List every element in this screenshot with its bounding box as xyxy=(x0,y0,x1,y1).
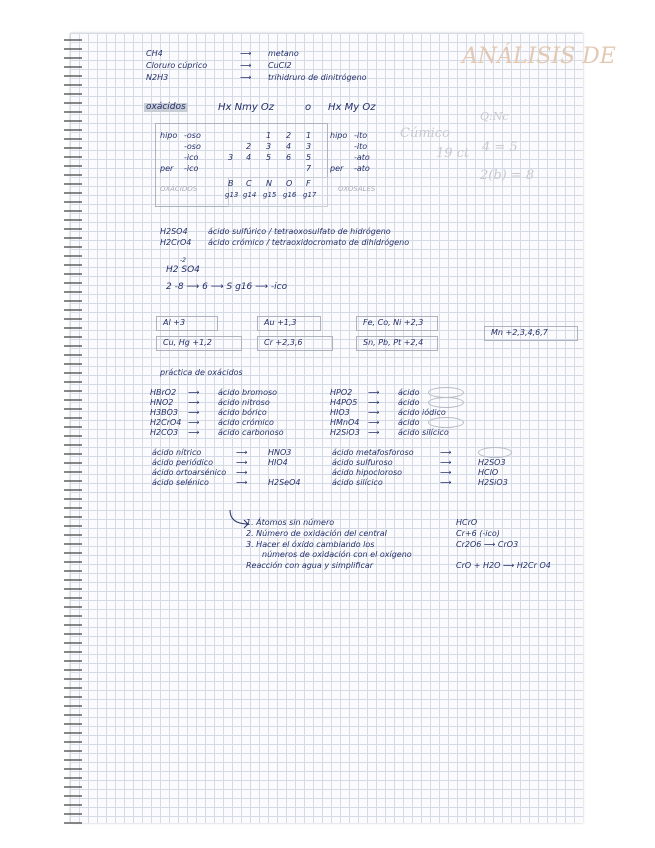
bleed-title: ANÁLISIS DE xyxy=(462,44,616,69)
oxidation-number: 7 xyxy=(306,164,312,173)
nomenclature-formula: N2H3 xyxy=(146,73,169,82)
practice-name: ácido iódico xyxy=(398,408,446,417)
practice-formula: H2CO3 xyxy=(150,428,179,437)
element-symbol: F xyxy=(306,179,311,188)
acid-name: ácido sulfuroso xyxy=(332,458,393,467)
acid-formula: HIO4 xyxy=(268,458,288,467)
table-suffix: -oso xyxy=(184,131,201,140)
group-label: g15 xyxy=(263,191,277,199)
oxidation-box: Al +3 xyxy=(156,316,218,331)
arrow-icon: ⟶ xyxy=(236,448,248,457)
arrow-icon: ⟶ xyxy=(368,398,380,407)
practice-formula: H2SiO3 xyxy=(330,428,360,437)
oxidation-number: 2 xyxy=(246,142,252,151)
practice-name: ácido carbonoso xyxy=(218,428,284,437)
table-suffix: -ito xyxy=(354,142,368,151)
charge-label: -2 xyxy=(180,257,186,264)
acid-name: ácido metafosforoso xyxy=(332,448,414,457)
nomenclature-name: CuCl2 xyxy=(268,61,292,70)
arrow-icon: ⟶ xyxy=(240,49,252,58)
acid-name: ácido ortoarsénico xyxy=(152,468,227,477)
acid-formula: H2SO4 xyxy=(160,227,188,236)
acid-name: ácido hipocloroso xyxy=(332,468,403,477)
connector: o xyxy=(305,102,312,113)
bleed-text-d: 19 ct xyxy=(436,146,470,161)
bleed-text-a: Q:Nc xyxy=(480,110,509,123)
practice-formula: HBrO2 xyxy=(150,388,177,397)
practice-name: ácido nitroso xyxy=(218,398,270,407)
oxidation-box: Sn, Pb, Pt +2,4 xyxy=(356,336,438,351)
table-prefix: hipo xyxy=(160,131,178,140)
arrow-icon: ⟶ xyxy=(240,61,252,70)
arrow-icon: ⟶ xyxy=(236,478,248,487)
table-prefix: per xyxy=(330,164,344,173)
oxidation-box: Mn +2,3,4,6,7 xyxy=(484,326,578,341)
arrow-icon: ⟶ xyxy=(440,458,452,467)
bleed-text-e: 2(b) = 8 xyxy=(480,168,535,183)
element-symbol: C xyxy=(246,179,252,188)
practice-name: ácido crómico xyxy=(218,418,274,427)
practice-name: ácido xyxy=(398,418,420,427)
acid-name: ácido crómico / tetraoxidocromato de dihidrógeno xyxy=(208,238,410,247)
table-suffix: -ico xyxy=(184,153,199,162)
oxidation-number: 4 xyxy=(246,153,252,162)
oxidation-number: 5 xyxy=(306,153,312,162)
arrow-icon: ⟶ xyxy=(188,408,200,417)
arrow-icon: ⟶ xyxy=(236,468,248,477)
table-caption-left: OXÁCIDOS xyxy=(160,185,198,193)
section-title-oxacidos: oxácidos xyxy=(146,102,186,112)
acid-formula: H2CrO4 xyxy=(160,238,192,247)
procedure-step: 3. Hacer el óxido cambiando los xyxy=(246,540,375,549)
table-caption-right: OXOSALES xyxy=(338,185,376,193)
acid-formula: H2SiO3 xyxy=(478,478,508,487)
practice-formula: HMnO4 xyxy=(330,418,360,427)
oxidation-number: 1 xyxy=(306,131,312,140)
practice-title: práctica de oxácidos xyxy=(160,368,243,377)
blank-oval xyxy=(478,447,512,458)
procedure-step: 1. Átomos sin número xyxy=(246,518,335,527)
acid-formula: H2SeO4 xyxy=(268,478,301,487)
oxidation-chain: 2 -8 ⟶ 6 ⟶ S g16 ⟶ -ico xyxy=(166,282,288,292)
oxidation-box: Au +1,3 xyxy=(257,316,321,331)
arrow-icon: ⟶ xyxy=(440,468,452,477)
arrow-icon: ⟶ xyxy=(368,408,380,417)
procedure-step: Reacción con agua y simplificar xyxy=(246,561,374,570)
group-label: g17 xyxy=(303,191,317,199)
group-label: g13 xyxy=(225,191,239,199)
group-label: g16 xyxy=(283,191,297,199)
arrow-icon: ⟶ xyxy=(440,478,452,487)
arrow-icon: ⟶ xyxy=(188,428,200,437)
arrow-icon: ⟶ xyxy=(368,388,380,397)
acid-name: ácido nítrico xyxy=(152,448,202,457)
general-formula: Hx My Oz xyxy=(328,102,376,113)
nomenclature-formula: CH4 xyxy=(146,49,163,58)
oxidation-number: 3 xyxy=(228,153,234,162)
oxidation-number: 4 xyxy=(286,142,292,151)
general-formula: Hx Nmy Oz xyxy=(218,102,275,113)
practice-formula: HIO3 xyxy=(330,408,350,417)
blank-oval xyxy=(428,417,464,428)
group-label: g14 xyxy=(243,191,257,199)
oxidation-box: Cu, Hg +1,2 xyxy=(156,336,242,351)
table-prefix: per xyxy=(160,164,174,173)
element-symbol: N xyxy=(266,179,272,188)
arrow-icon: ⟶ xyxy=(188,388,200,397)
practice-name: ácido bórico xyxy=(218,408,267,417)
acid-name: ácido periódico xyxy=(152,458,214,467)
practice-formula: HPO2 xyxy=(330,388,353,397)
element-symbol: B xyxy=(228,179,234,188)
practice-formula: H4PO5 xyxy=(330,398,358,407)
table-prefix: hipo xyxy=(330,131,348,140)
acid-name: ácido sulfúrico / tetraoxosulfato de hidrógeno xyxy=(208,227,391,236)
procedure-result: Cr+6 (-ico) xyxy=(456,529,500,538)
example-formula: H2 SO4 xyxy=(166,265,200,275)
practice-name: ácido silícico xyxy=(398,428,449,437)
oxidation-number: 6 xyxy=(286,153,292,162)
procedure-result: CrO + H2O ⟶ H2Cr O4 xyxy=(456,561,551,570)
arrow-icon: ⟶ xyxy=(368,428,380,437)
oxidation-box: Fe, Co, Ni +2,3 xyxy=(356,316,438,331)
practice-name: ácido bromoso xyxy=(218,388,278,397)
procedure-result: Cr2O6 ⟶ CrO3 xyxy=(456,540,519,549)
arrow-icon: ⟶ xyxy=(236,458,248,467)
practice-formula: H2CrO4 xyxy=(150,418,182,427)
practice-name: ácido xyxy=(398,398,420,407)
oxidation-box: Cr +2,3,6 xyxy=(257,336,333,351)
bleed-text-b: Cúmico xyxy=(400,126,450,141)
nomenclature-name: metano xyxy=(268,49,299,58)
nomenclature-formula: Cloruro cúprico xyxy=(146,61,208,70)
blank-oval xyxy=(428,397,464,408)
practice-formula: HNO2 xyxy=(150,398,174,407)
nomenclature-name: trihidruro de dinitrógeno xyxy=(268,73,367,82)
procedure-step: números de oxidación con el oxígeno xyxy=(262,550,412,559)
arrow-icon: ⟶ xyxy=(368,418,380,427)
table-suffix: -oso xyxy=(184,142,201,151)
procedure-step: 2. Número de oxidación del central xyxy=(246,529,387,538)
acid-name: ácido selénico xyxy=(152,478,209,487)
acid-name: ácido silícico xyxy=(332,478,383,487)
oxidation-number: 3 xyxy=(306,142,312,151)
oxidation-number: 2 xyxy=(286,131,292,140)
table-suffix: -ito xyxy=(354,131,368,140)
practice-name: ácido xyxy=(398,388,420,397)
acid-formula: HNO3 xyxy=(268,448,292,457)
acid-formula: HClO xyxy=(478,468,499,477)
arrow-icon: ⟶ xyxy=(188,418,200,427)
table-suffix: -ato xyxy=(354,164,370,173)
oxidation-number: 1 xyxy=(266,131,272,140)
arrow-icon: ⟶ xyxy=(188,398,200,407)
arrow-icon: ⟶ xyxy=(240,73,252,82)
arrow-icon: ⟶ xyxy=(440,448,452,457)
element-symbol: O xyxy=(286,179,293,188)
table-suffix: -ato xyxy=(354,153,370,162)
bleed-text-c: 4 = 5 xyxy=(482,140,518,155)
procedure-result: HCrO xyxy=(456,518,478,527)
oxidation-number: 3 xyxy=(266,142,272,151)
oxidation-number: 5 xyxy=(266,153,272,162)
spiral-binding xyxy=(64,35,82,825)
table-suffix: -ico xyxy=(184,164,199,173)
acid-formula: H2SO3 xyxy=(478,458,506,467)
practice-formula: H3BO3 xyxy=(150,408,178,417)
